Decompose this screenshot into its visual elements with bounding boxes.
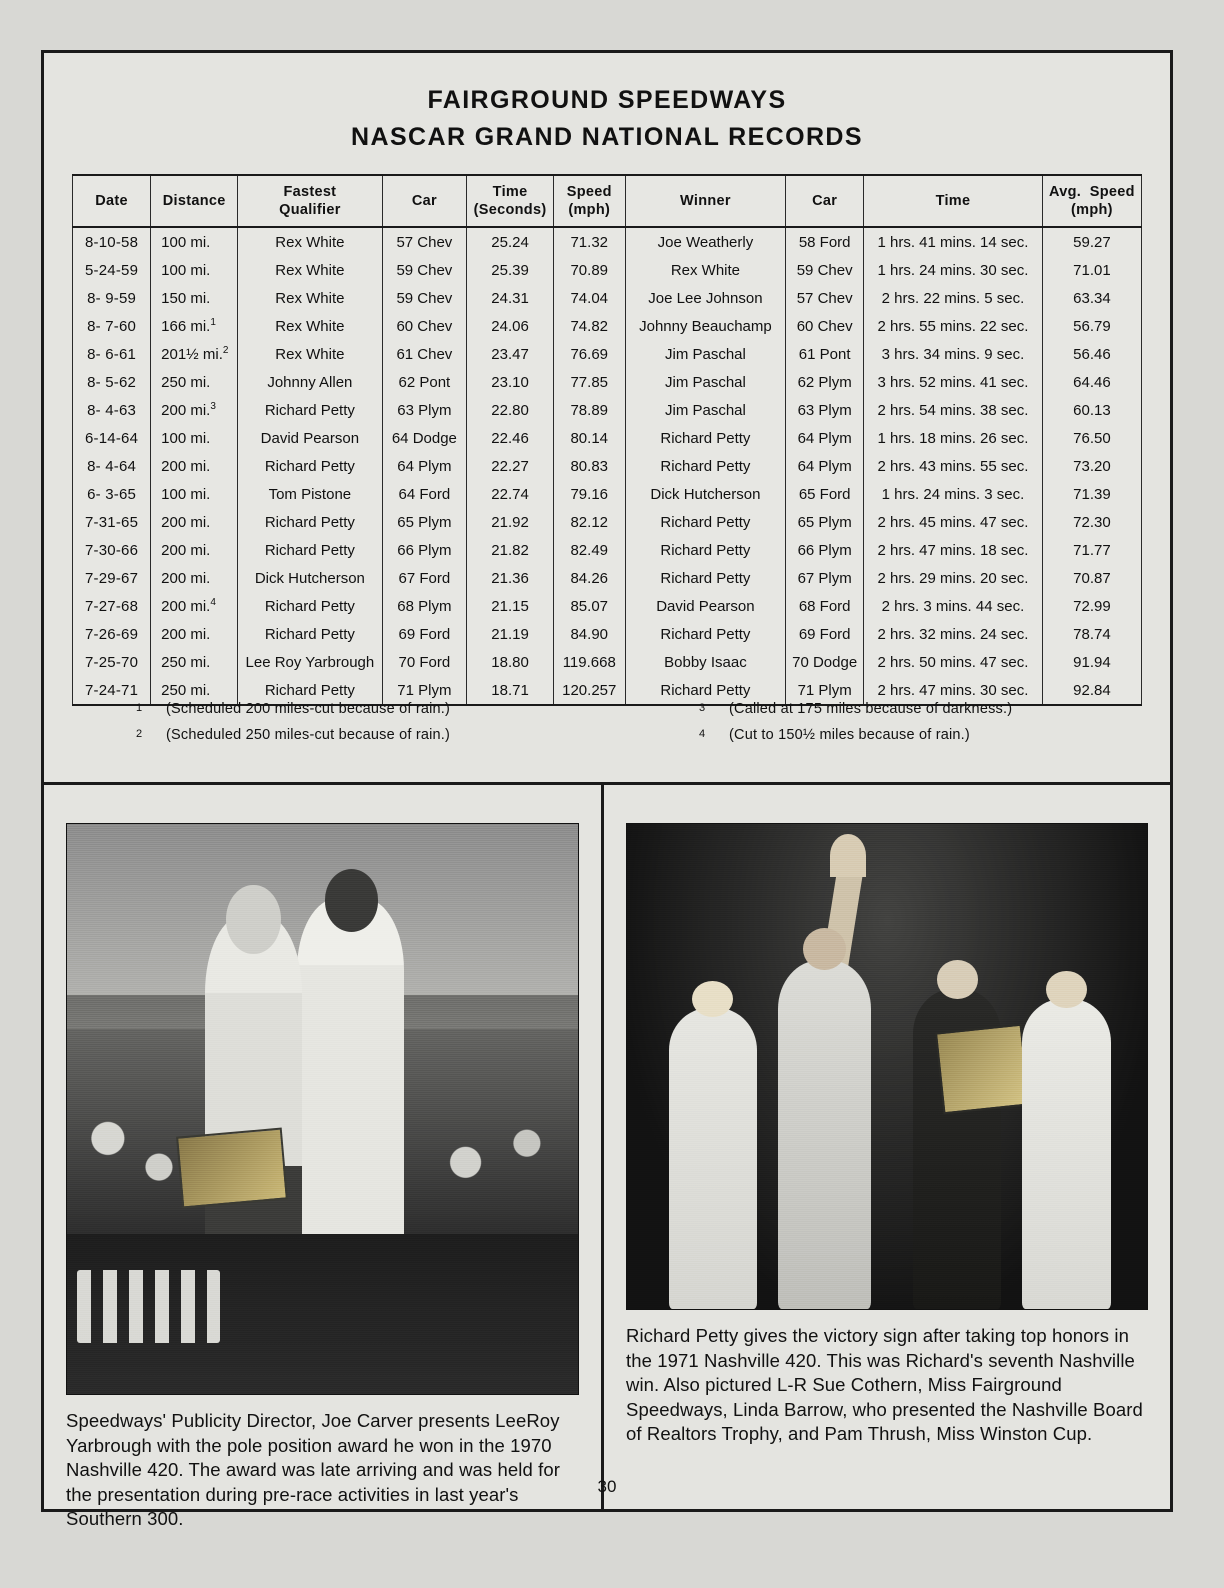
- cell-distance: 250 mi.: [151, 368, 238, 396]
- cell-winner: Bobby Isaac: [625, 648, 786, 676]
- cell-qualifier-car: 64 Plym: [382, 452, 467, 480]
- table-row: [73, 536, 1142, 564]
- col-header-qualifier-time: Time (Seconds): [467, 175, 554, 227]
- cell-winner-car: 60 Chev: [786, 312, 864, 340]
- cell-distance: 201½ mi.$^2$: [151, 340, 238, 368]
- cell-qualifier-car: 60 Chev: [382, 312, 467, 340]
- photo-caption-left: Speedways' Publicity Director, Joe Carver presents LeeRoy Yarbrough with the pole position award he won in the 1970 Nashville 420. The award was late arriving and was held for the presentation during pre-race activities in last year's Southern 300.: [66, 1410, 561, 1530]
- cell-winner-time: 2 hrs. 55 mins. 22 sec.: [864, 312, 1043, 340]
- cell-date: 8- 9-59: [73, 284, 151, 312]
- photo-award-plaque: [176, 1127, 288, 1208]
- cell-avg-speed: 76.50: [1042, 424, 1141, 452]
- cell-winner-time: 2 hrs. 47 mins. 30 sec.: [864, 676, 1043, 705]
- cell-winner-time: 1 hrs. 24 mins. 3 sec.: [864, 480, 1043, 508]
- table-row: [73, 452, 1142, 480]
- cell-qualifier-time: 22.80: [467, 396, 554, 424]
- cell-qualifier-car: 64 Ford: [382, 480, 467, 508]
- footnote-reference: 1: [210, 317, 216, 329]
- cell-fastest-qualifier: Richard Petty: [238, 452, 382, 480]
- col-header-fastest-qualifier: Fastest Qualifier: [238, 175, 382, 227]
- cell-winner: Richard Petty: [625, 452, 786, 480]
- photo-trackside-banner: [67, 1234, 578, 1394]
- cell-winner-car: 64 Plym: [786, 452, 864, 480]
- photo-yarbrough-award: [66, 823, 579, 1395]
- cell-winner: Jim Paschal: [625, 396, 786, 424]
- cell-qualifier-speed: 84.90: [553, 620, 625, 648]
- cell-winner-car: 58 Ford: [786, 227, 864, 256]
- cell-avg-speed: 78.74: [1042, 620, 1141, 648]
- cell-qualifier-time: 25.39: [467, 256, 554, 284]
- footnote-marker: 1: [136, 702, 143, 714]
- cell-date: 7-30-66: [73, 536, 151, 564]
- cell-qualifier-speed: 74.82: [553, 312, 625, 340]
- cell-qualifier-car: 66 Plym: [382, 536, 467, 564]
- cell-winner-time: 2 hrs. 43 mins. 55 sec.: [864, 452, 1043, 480]
- cell-avg-speed: 92.84: [1042, 676, 1141, 705]
- cell-avg-speed: 72.30: [1042, 508, 1141, 536]
- footnote-text: (Scheduled 200 miles-cut because of rain.): [166, 701, 451, 717]
- photo-caption-right: Richard Petty gives the victory sign after taking top honors in the 1971 Nashville 420. This was Richard's seventh Nashville win. Also pictured L-R Sue Cothern, Miss Fairground Speedways, Linda Barrow, who presented the Nashville Board of Realtors Trophy, and Pam Thrush, Miss Winston Cup.: [626, 1325, 1143, 1445]
- col-header-winner: Winner: [625, 175, 786, 227]
- cell-date: 8-10-58: [73, 227, 151, 256]
- table-row: [73, 564, 1142, 592]
- cell-qualifier-speed: 76.69: [553, 340, 625, 368]
- cell-qualifier-car: 71 Plym: [382, 676, 467, 705]
- nascar-records-table: [72, 174, 1142, 706]
- cell-winner-time: 2 hrs. 50 mins. 47 sec.: [864, 648, 1043, 676]
- cell-qualifier-speed: 74.04: [553, 284, 625, 312]
- cell-distance: 250 mi.: [151, 648, 238, 676]
- cell-winner-car: 61 Pont: [786, 340, 864, 368]
- cell-qualifier-car: 70 Ford: [382, 648, 467, 676]
- cell-distance: 150 mi.: [151, 284, 238, 312]
- cell-qualifier-speed: 85.07: [553, 592, 625, 620]
- table-row: [73, 648, 1142, 676]
- cell-qualifier-car: 64 Dodge: [382, 424, 467, 452]
- cell-date: 6-14-64: [73, 424, 151, 452]
- cell-winner-time: 2 hrs. 3 mins. 44 sec.: [864, 592, 1043, 620]
- cell-qualifier-time: 21.36: [467, 564, 554, 592]
- col-header-distance: Distance: [151, 175, 238, 227]
- cell-date: 8- 4-63: [73, 396, 151, 424]
- cell-avg-speed: 59.27: [1042, 227, 1141, 256]
- footnote-marker: 2: [136, 728, 143, 740]
- table-row: [73, 312, 1142, 340]
- cell-winner-time: 2 hrs. 32 mins. 24 sec.: [864, 620, 1043, 648]
- cell-fastest-qualifier: Rex White: [238, 312, 382, 340]
- col-header-winner-car: Car: [786, 175, 864, 227]
- page-number: 30: [597, 1477, 617, 1496]
- cell-winner: Richard Petty: [625, 676, 786, 705]
- cell-qualifier-time: 22.74: [467, 480, 554, 508]
- cell-avg-speed: 60.13: [1042, 396, 1141, 424]
- footnotes: [44, 701, 1170, 753]
- footnote-text: (Called at 175 miles because of darkness.): [729, 701, 1013, 717]
- table-row: [73, 368, 1142, 396]
- col-header-date: Date: [73, 175, 151, 227]
- table-row: [73, 620, 1142, 648]
- cell-fastest-qualifier: Johnny Allen: [238, 368, 382, 396]
- cell-date: 6- 3-65: [73, 480, 151, 508]
- table-header-row: [73, 175, 1142, 227]
- cell-winner: Jim Paschal: [625, 368, 786, 396]
- cell-qualifier-car: 61 Chev: [382, 340, 467, 368]
- table-row: [73, 480, 1142, 508]
- cell-avg-speed: 64.46: [1042, 368, 1141, 396]
- cell-qualifier-time: 24.31: [467, 284, 554, 312]
- cell-avg-speed: 71.77: [1042, 536, 1141, 564]
- cell-date: 7-27-68: [73, 592, 151, 620]
- cell-winner: Johnny Beauchamp: [625, 312, 786, 340]
- cell-fastest-qualifier: Richard Petty: [238, 620, 382, 648]
- cell-fastest-qualifier: Richard Petty: [238, 592, 382, 620]
- cell-winner-time: 2 hrs. 29 mins. 20 sec.: [864, 564, 1043, 592]
- cell-distance: 100 mi.: [151, 227, 238, 256]
- cell-winner: Richard Petty: [625, 620, 786, 648]
- table-row: [73, 508, 1142, 536]
- cell-winner-time: 2 hrs. 47 mins. 18 sec.: [864, 536, 1043, 564]
- col-header-avg-speed: Avg. Speed (mph): [1042, 175, 1141, 227]
- cell-qualifier-car: 63 Plym: [382, 396, 467, 424]
- cell-winner-car: 63 Plym: [786, 396, 864, 424]
- cell-qualifier-car: 57 Chev: [382, 227, 467, 256]
- cell-winner-time: 2 hrs. 54 mins. 38 sec.: [864, 396, 1043, 424]
- cell-qualifier-time: 21.82: [467, 536, 554, 564]
- cell-fastest-qualifier: Rex White: [238, 340, 382, 368]
- photo-figure-pam-thrush: [1022, 999, 1110, 1309]
- footnote-row-2: [44, 727, 1170, 743]
- cell-qualifier-time: 22.46: [467, 424, 554, 452]
- cell-winner-time: 2 hrs. 22 mins. 5 sec.: [864, 284, 1043, 312]
- cell-qualifier-speed: 82.49: [553, 536, 625, 564]
- photo-realtors-trophy: [935, 1023, 1030, 1113]
- col-header-winner-time: Time: [864, 175, 1043, 227]
- cell-date: 7-25-70: [73, 648, 151, 676]
- footnote-row-1: [44, 701, 1170, 717]
- page-title: [44, 86, 1170, 152]
- cell-winner-time: 1 hrs. 41 mins. 14 sec.: [864, 227, 1043, 256]
- cell-winner-car: 65 Ford: [786, 480, 864, 508]
- cell-fastest-qualifier: David Pearson: [238, 424, 382, 452]
- cell-winner: Jim Paschal: [625, 340, 786, 368]
- cell-winner-car: 62 Plym: [786, 368, 864, 396]
- cell-date: 8- 5-62: [73, 368, 151, 396]
- cell-qualifier-time: 25.24: [467, 227, 554, 256]
- cell-fastest-qualifier: Lee Roy Yarbrough: [238, 648, 382, 676]
- cell-qualifier-time: 23.10: [467, 368, 554, 396]
- photo-figure-sue-cothern: [669, 1008, 757, 1309]
- table-row: [73, 340, 1142, 368]
- cell-distance: 100 mi.: [151, 256, 238, 284]
- cell-distance: 200 mi.: [151, 620, 238, 648]
- cell-winner-time: 1 hrs. 24 mins. 30 sec.: [864, 256, 1043, 284]
- cell-avg-speed: 56.46: [1042, 340, 1141, 368]
- cell-qualifier-time: 21.19: [467, 620, 554, 648]
- table-row: [73, 227, 1142, 256]
- cell-date: 5-24-59: [73, 256, 151, 284]
- col-header-qualifier-speed: Speed (mph): [553, 175, 625, 227]
- cell-winner-car: 68 Ford: [786, 592, 864, 620]
- cell-qualifier-time: 23.47: [467, 340, 554, 368]
- cell-winner: Richard Petty: [625, 536, 786, 564]
- cell-winner-car: 66 Plym: [786, 536, 864, 564]
- cell-winner-car: 65 Plym: [786, 508, 864, 536]
- cell-distance: 166 mi.$^1$: [151, 312, 238, 340]
- footnote-marker: 4: [699, 728, 706, 740]
- cell-date: 8- 6-61: [73, 340, 151, 368]
- cell-qualifier-car: 62 Pont: [382, 368, 467, 396]
- cell-fastest-qualifier: Richard Petty: [238, 536, 382, 564]
- table-row: [73, 424, 1142, 452]
- footnote-2: [44, 727, 607, 743]
- cell-qualifier-speed: 120.257: [553, 676, 625, 705]
- cell-qualifier-time: 22.27: [467, 452, 554, 480]
- cell-winner-car: 70 Dodge: [786, 648, 864, 676]
- cell-winner-car: 64 Plym: [786, 424, 864, 452]
- cell-avg-speed: 73.20: [1042, 452, 1141, 480]
- cell-qualifier-car: 68 Plym: [382, 592, 467, 620]
- cell-winner: David Pearson: [625, 592, 786, 620]
- cell-qualifier-car: 59 Chev: [382, 256, 467, 284]
- cell-avg-speed: 71.01: [1042, 256, 1141, 284]
- cell-distance: 200 mi.: [151, 508, 238, 536]
- cell-date: 8- 4-64: [73, 452, 151, 480]
- cell-qualifier-time: 24.06: [467, 312, 554, 340]
- footnote-text: (Scheduled 250 miles-cut because of rain.): [166, 727, 451, 743]
- cell-winner-car: 71 Plym: [786, 676, 864, 705]
- cell-qualifier-speed: 80.14: [553, 424, 625, 452]
- footnote-4: [607, 727, 1170, 743]
- cell-fastest-qualifier: Dick Hutcherson: [238, 564, 382, 592]
- cell-qualifier-car: 59 Chev: [382, 284, 467, 312]
- photo-petty-victory: [626, 823, 1148, 1310]
- cell-winner-time: 1 hrs. 18 mins. 26 sec.: [864, 424, 1043, 452]
- cell-avg-speed: 72.99: [1042, 592, 1141, 620]
- cell-qualifier-speed: 79.16: [553, 480, 625, 508]
- cell-avg-speed: 91.94: [1042, 648, 1141, 676]
- cell-qualifier-speed: 77.85: [553, 368, 625, 396]
- cell-avg-speed: 63.34: [1042, 284, 1141, 312]
- cell-fastest-qualifier: Rex White: [238, 256, 382, 284]
- cell-qualifier-speed: 82.12: [553, 508, 625, 536]
- cell-qualifier-speed: 119.668: [553, 648, 625, 676]
- cell-distance: 100 mi.: [151, 480, 238, 508]
- footnote-3: [607, 701, 1170, 717]
- cell-distance: 200 mi.: [151, 564, 238, 592]
- cell-fastest-qualifier: Richard Petty: [238, 676, 382, 705]
- footnote-reference: 2: [222, 345, 229, 357]
- cell-winner: Dick Hutcherson: [625, 480, 786, 508]
- cell-qualifier-time: 18.80: [467, 648, 554, 676]
- photo-column-left: [44, 785, 604, 1530]
- page-frame: [41, 50, 1173, 1530]
- cell-qualifier-time: 18.71: [467, 676, 554, 705]
- cell-winner-car: 69 Ford: [786, 620, 864, 648]
- cell-winner-time: 3 hrs. 34 mins. 9 sec.: [864, 340, 1043, 368]
- table-body: [73, 227, 1142, 705]
- cell-qualifier-speed: 84.26: [553, 564, 625, 592]
- photo-victory-sign: [830, 834, 866, 878]
- cell-qualifier-car: 69 Ford: [382, 620, 467, 648]
- photo-column-right: [604, 785, 1170, 1509]
- footnote-reference: 4: [210, 597, 216, 609]
- cell-date: 7-24-71: [73, 676, 151, 705]
- title-line-1: FAIRGROUND SPEEDWAYS: [427, 86, 787, 114]
- cell-date: 7-31-65: [73, 508, 151, 536]
- cell-winner-car: 57 Chev: [786, 284, 864, 312]
- title-line-2: NASCAR GRAND NATIONAL RECORDS: [351, 123, 863, 151]
- cell-winner-time: 2 hrs. 45 mins. 47 sec.: [864, 508, 1043, 536]
- cell-winner: Rex White: [625, 256, 786, 284]
- cell-qualifier-car: 65 Plym: [382, 508, 467, 536]
- cell-qualifier-time: 21.15: [467, 592, 554, 620]
- footnote-reference: 3: [210, 401, 216, 413]
- table-row: [73, 592, 1142, 620]
- records-block: [44, 53, 1170, 785]
- footnote-marker: 3: [699, 702, 706, 714]
- cell-date: 8- 7-60: [73, 312, 151, 340]
- table-head: [73, 175, 1142, 227]
- photo-section: [44, 785, 1170, 1530]
- cell-winner: Richard Petty: [625, 424, 786, 452]
- table-row: [73, 284, 1142, 312]
- cell-qualifier-car: 67 Ford: [382, 564, 467, 592]
- cell-distance: 200 mi.: [151, 536, 238, 564]
- cell-distance: 100 mi.: [151, 424, 238, 452]
- cell-fastest-qualifier: Richard Petty: [238, 396, 382, 424]
- cell-distance: 200 mi.$^4$: [151, 592, 238, 620]
- cell-qualifier-time: 21.92: [467, 508, 554, 536]
- cell-distance: 200 mi.: [151, 452, 238, 480]
- table-row: [73, 396, 1142, 424]
- footnote-text: (Cut to 150½ miles because of rain.): [729, 727, 970, 743]
- cell-distance: 200 mi.$^3$: [151, 396, 238, 424]
- cell-fastest-qualifier: Richard Petty: [238, 508, 382, 536]
- table-row: [73, 256, 1142, 284]
- photo-figure-richard-petty: [778, 960, 872, 1309]
- cell-winner: Richard Petty: [625, 508, 786, 536]
- cell-fastest-qualifier: Rex White: [238, 227, 382, 256]
- cell-fastest-qualifier: Rex White: [238, 284, 382, 312]
- cell-distance: 250 mi.: [151, 676, 238, 705]
- col-header-qualifier-car: Car: [382, 175, 467, 227]
- cell-qualifier-speed: 78.89: [553, 396, 625, 424]
- cell-winner-car: 67 Plym: [786, 564, 864, 592]
- cell-avg-speed: 70.87: [1042, 564, 1141, 592]
- cell-winner-car: 59 Chev: [786, 256, 864, 284]
- cell-winner-time: 3 hrs. 52 mins. 41 sec.: [864, 368, 1043, 396]
- cell-qualifier-speed: 70.89: [553, 256, 625, 284]
- cell-winner: Richard Petty: [625, 564, 786, 592]
- cell-avg-speed: 71.39: [1042, 480, 1141, 508]
- cell-date: 7-26-69: [73, 620, 151, 648]
- cell-date: 7-29-67: [73, 564, 151, 592]
- cell-qualifier-speed: 71.32: [553, 227, 625, 256]
- cell-avg-speed: 56.79: [1042, 312, 1141, 340]
- cell-winner: Joe Weatherly: [625, 227, 786, 256]
- cell-winner: Joe Lee Johnson: [625, 284, 786, 312]
- cell-fastest-qualifier: Tom Pistone: [238, 480, 382, 508]
- cell-qualifier-speed: 80.83: [553, 452, 625, 480]
- footnote-1: [44, 701, 607, 717]
